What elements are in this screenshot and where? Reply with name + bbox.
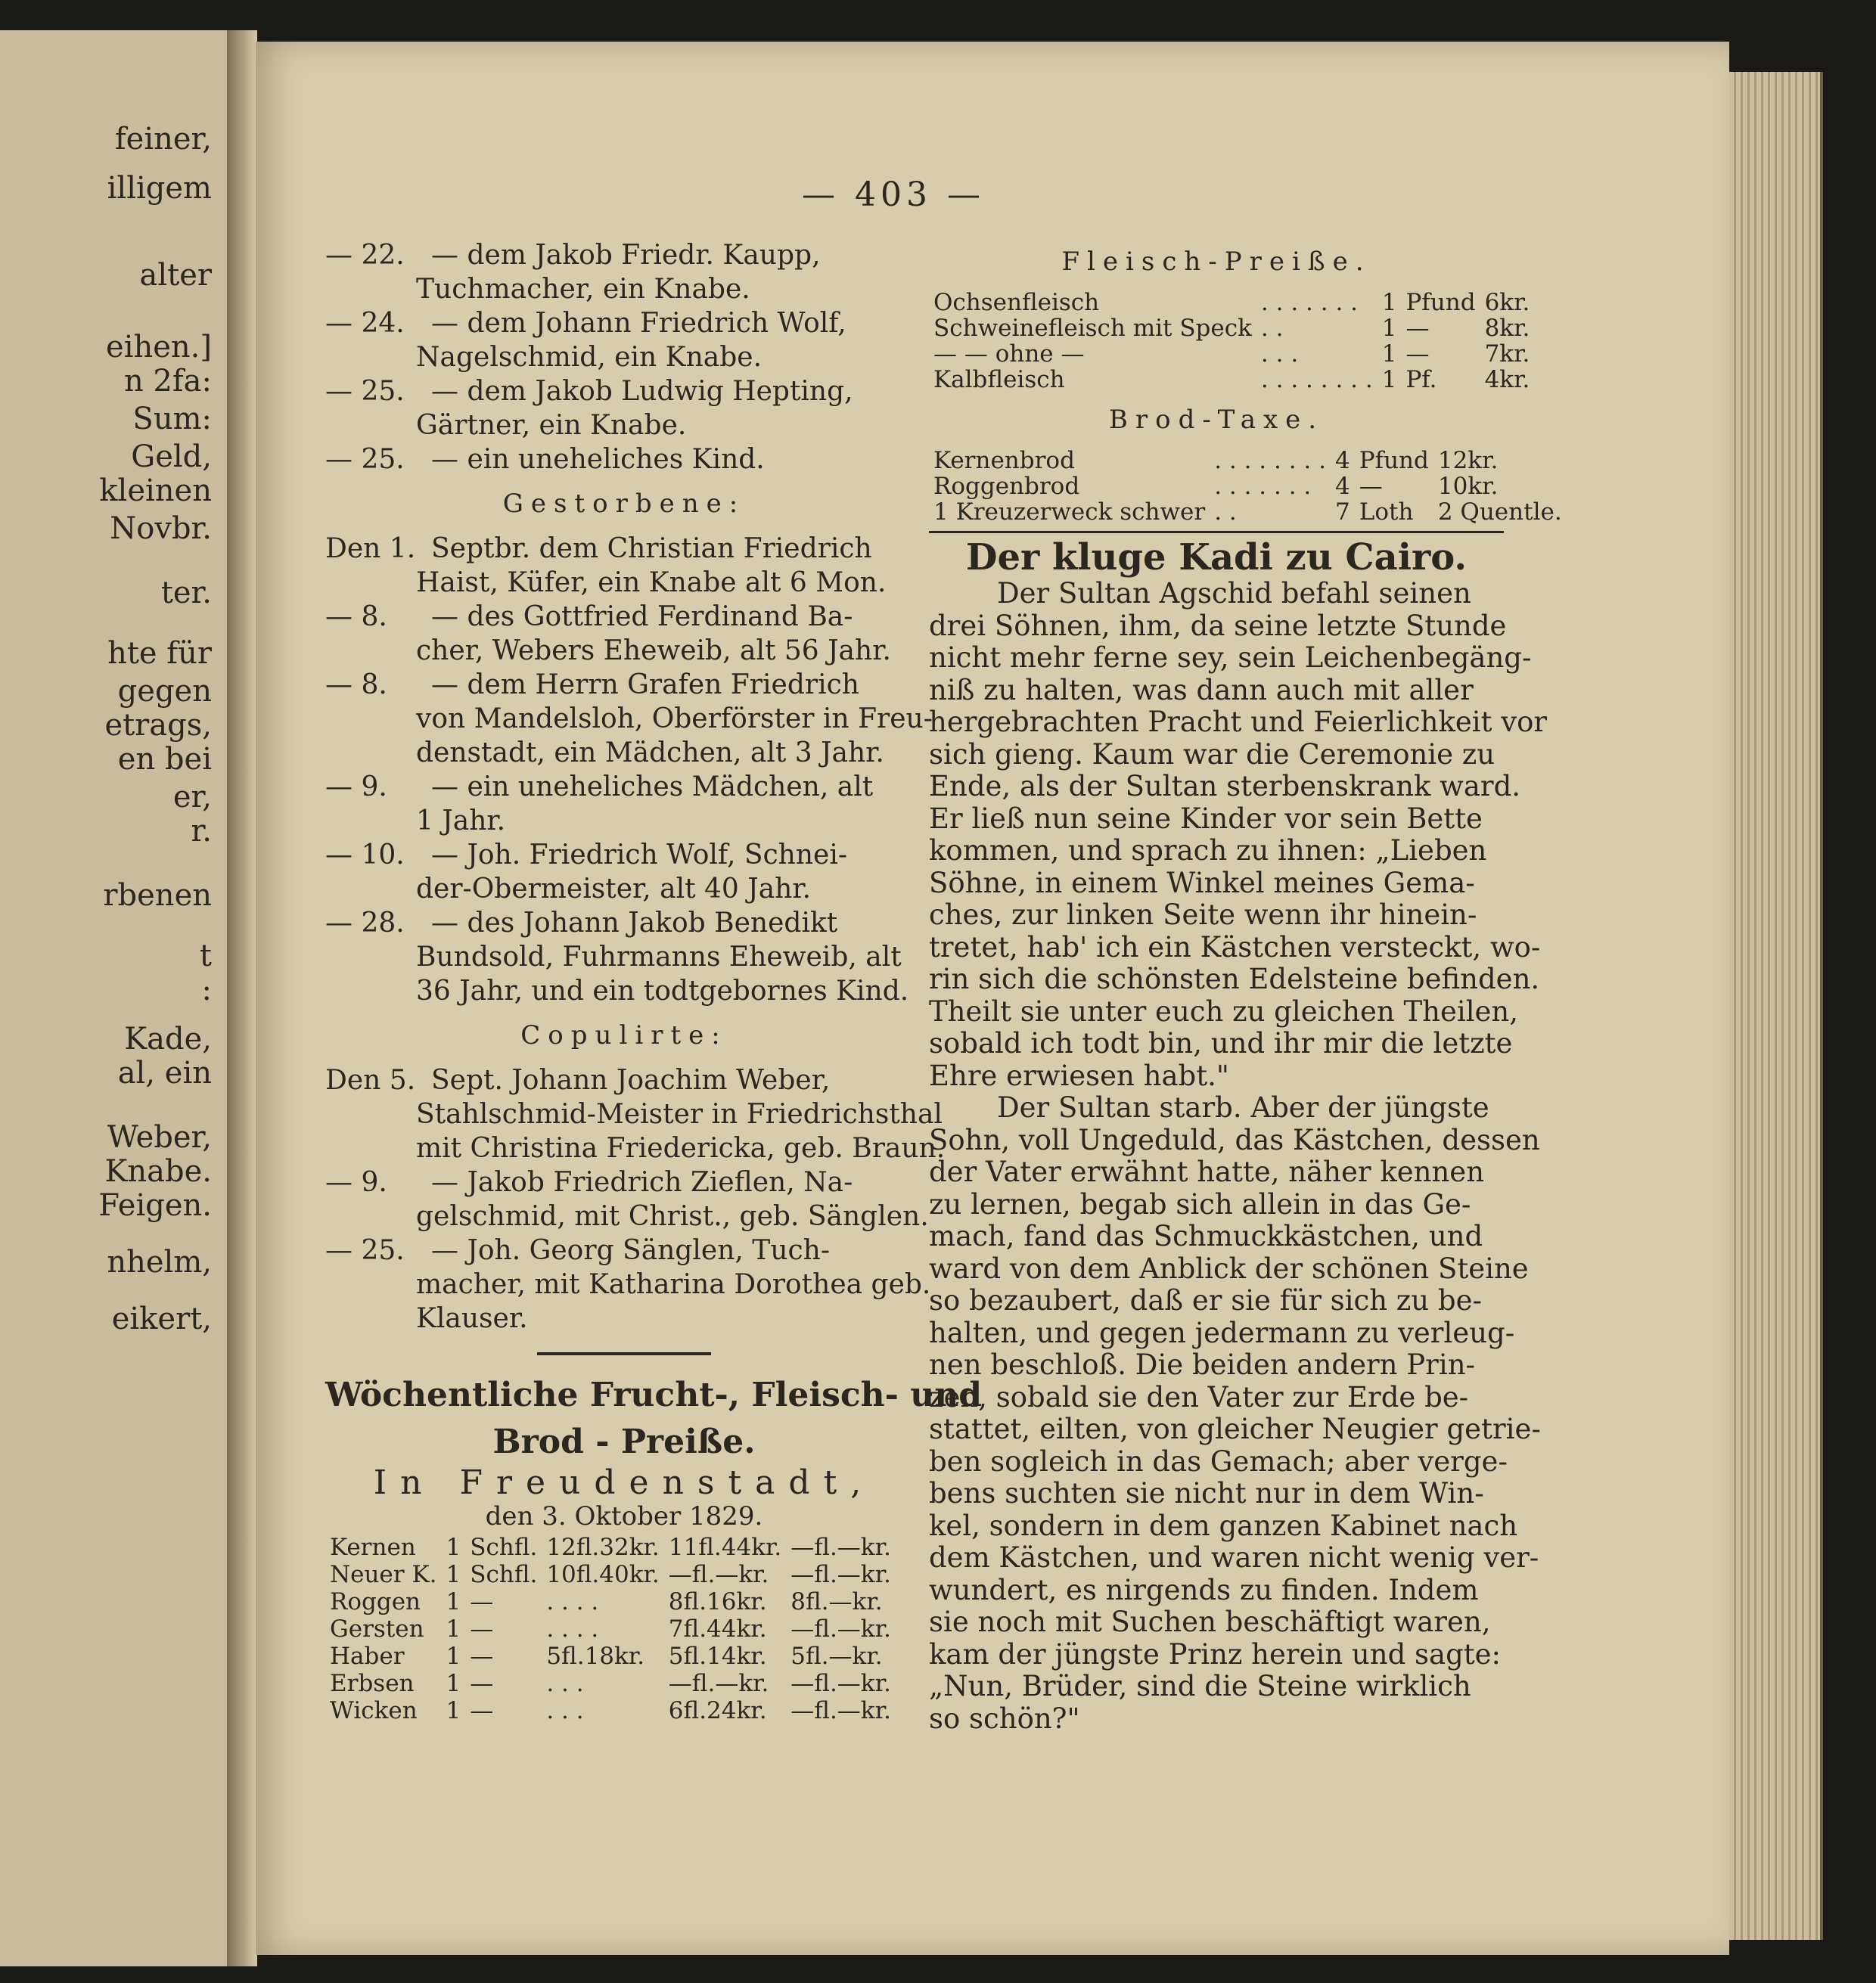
story-line: ward von dem Anblick der schönen Steine [929,1252,1529,1285]
table-cell: Ochsenfleisch [933,289,1100,316]
story-line: Der Sultan Agschid befahl seinen [997,577,1471,610]
entry-text: — Joh. Friedrich Wolf, Schnei- [431,839,848,870]
table-cell: . . . . . . . . [1214,447,1326,474]
table-cell: . . . . . . . . [1260,366,1373,393]
story-line: kam der jüngste Prinz herein und sagte: [929,1637,1501,1671]
table-cell: 1 [1381,315,1397,342]
entry-continuation: der-Obermeister, alt 40 Jahr. [416,874,812,905]
table-cell: 5fl.—kr. [790,1643,883,1670]
story-line: Er ließ nun seine Kinder vor sein Bette [929,802,1483,835]
deaths-heading: Gestorbene: [502,489,746,519]
table-cell: 4 [1335,447,1350,474]
entry-text: — dem Jakob Ludwig Hepting, [431,376,853,407]
story-line: drei Söhnen, ihm, da seine letzte Stunde [929,609,1507,642]
story-line: dem Kästchen, und waren nicht wenig ver- [929,1541,1539,1574]
table-row [929,341,1534,367]
deaths-entry [325,532,923,566]
deaths-entry [325,668,923,702]
entry-key: — 10. [325,839,405,870]
entry-continuation: 36 Jahr, und ein todtgebornes Kind. [416,976,909,1007]
table-row [325,1561,896,1588]
left-page-fragment: en bei [117,742,212,777]
table-cell: Schfl. [470,1534,538,1561]
table-cell: 1 [446,1588,461,1615]
table-cell: 2 Quentle. [1437,498,1562,526]
table-cell: — [470,1670,494,1697]
left-page-fragment: Feigen. [98,1188,212,1223]
story-line: sobald ich todt bin, und ihr mir die letzte [929,1027,1513,1060]
table-cell: 8fl.16kr. [668,1588,767,1615]
table-cell: — [470,1697,494,1724]
entry-text: — dem Herrn Grafen Friedrich [431,669,859,700]
deaths-entry [325,770,923,804]
table-cell: 1 [1381,340,1397,368]
left-page-fragment: feiner, [114,122,212,157]
table-cell: Pfund [1359,447,1429,474]
entry-text: — des Johann Jakob Benedikt [431,908,838,939]
table-cell: —fl.—kr. [790,1561,891,1588]
story-line: Ende, als der Sultan sterbenskrank ward. [929,770,1521,802]
table-cell: Roggen [330,1588,421,1615]
left-page-fragment: Novbr. [110,511,212,546]
table-cell: . . [1214,498,1237,526]
story-line: halten, und gegen jedermann zu verleug- [929,1316,1515,1349]
grain-price-table [325,1534,896,1724]
entry-text: — dem Jakob Friedr. Kaupp, [431,240,821,271]
table-cell: —fl.—kr. [790,1670,891,1697]
entry-key: — 22. [325,240,405,271]
story-line: sich gieng. Kaum war die Ceremonie zu [929,737,1496,771]
table-cell: 1 [446,1561,461,1588]
story-line: bens suchten sie nicht nur in dem Win- [929,1477,1484,1510]
meat-price-table [929,290,1534,393]
entry-key: — 8. [325,601,387,632]
birth-entry [325,238,923,272]
table-row [325,1697,896,1724]
entry-continuation: Gärtner, ein Knabe. [416,410,687,441]
entry-key: — 25. [325,376,405,407]
table-row [929,315,1534,341]
table-cell: Pfund [1405,289,1476,316]
table-cell: . . [1260,315,1284,342]
left-page-fragment: Knabe. [104,1154,212,1189]
table-cell: 6fl.24kr. [668,1697,767,1724]
page-number: — 403 — [802,175,985,214]
price-place: In Freudenstadt, [373,1463,875,1502]
bread-tax-heading: Brod-Taxe. [1108,405,1325,435]
deaths-list [325,532,933,1008]
table-cell: Erbsen [330,1670,415,1697]
entry-key: — 9. [325,771,387,802]
entry-continuation: Haist, Küfer, ein Knabe alt 6 Mon. [416,567,887,598]
story-line: niß zu halten, was dann auch mit aller [929,673,1474,706]
table-cell: 8kr. [1484,315,1530,342]
table-cell: . . . [546,1670,584,1697]
entry-text: Septbr. dem Christian Friedrich [431,533,872,564]
entry-text: — des Gottfried Ferdinand Ba- [431,601,853,632]
entry-key: — 28. [325,908,405,939]
table-cell: — [1405,340,1430,368]
table-cell: 8fl.—kr. [790,1588,883,1615]
marriages-heading: Copulirte: [520,1020,728,1050]
entry-continuation: macher, mit Katharina Dorothea geb. [416,1269,931,1300]
entry-text: — Joh. Georg Sänglen, Tuch- [431,1235,831,1266]
left-column [325,238,982,1724]
entry-continuation: Stahlschmid-Meister in Friedrichsthal [416,1099,943,1130]
story-line: so schön?" [929,1702,1080,1735]
table-cell: Wicken [330,1697,418,1724]
entry-text: — Jakob Friedrich Zieflen, Na- [431,1167,853,1198]
entry-continuation: cher, Webers Eheweib, alt 56 Jahr. [416,635,891,666]
left-page-fragment: alter [139,258,212,293]
deaths-entry [325,906,923,940]
entry-key: — 25. [325,444,405,475]
births-list [325,238,923,476]
table-cell: 7 [1335,498,1350,526]
left-page-fragment: r. [191,814,212,849]
entry-key: — 24. [325,308,405,339]
entry-continuation: Klauser. [416,1303,528,1334]
table-row [929,473,1567,499]
table-cell: — [470,1588,494,1615]
table-cell: 7kr. [1484,340,1530,368]
story-line: rin sich die schönsten Edelsteine befinden. [929,963,1540,995]
prices-title-line1: Wöchentliche Frucht-, Fleisch- und [325,1376,982,1414]
table-cell: Neuer K. [330,1561,437,1588]
marriages-list [325,1063,946,1336]
table-row [325,1615,896,1643]
table-cell: 12fl.32kr. [546,1534,660,1561]
entry-key: Den 5. [325,1065,416,1096]
meat-prices-heading: Fleisch-Preiße. [1061,247,1371,277]
story-line: Der Sultan starb. Aber der jüngste [997,1091,1489,1124]
entry-key: — 8. [325,669,387,700]
left-page-fragment: rbenen [103,878,212,913]
story-paragraph-2 [929,1091,1541,1735]
entry-continuation: denstadt, ein Mädchen, alt 3 Jahr. [416,737,884,768]
table-cell: 6kr. [1484,289,1530,316]
story-line: kommen, und sprach zu ihnen: „Lieben [929,834,1487,867]
left-page-fragment: er, [172,780,212,815]
entry-text: Sept. Johann Joachim Weber, [431,1065,831,1096]
table-cell: Schfl. [470,1561,538,1588]
table-cell: Loth [1359,498,1414,526]
table-cell: 12kr. [1437,447,1499,474]
table-cell: — [470,1643,494,1670]
table-cell: 1 Kreuzerweck schwer [933,498,1206,526]
story-line: Ehre erwiesen habt." [929,1059,1229,1092]
table-cell: Schweinefleisch mit Speck [933,315,1252,342]
story-line: Sohn, voll Ungeduld, das Kästchen, dessen [929,1123,1540,1156]
story-line: kel, sondern in dem ganzen Kabinet nach [929,1509,1518,1542]
birth-entry [325,306,923,340]
table-cell: . . . . . . . [1260,289,1359,316]
table-cell: Kernen [330,1534,416,1561]
table-cell: — [1405,315,1430,342]
table-cell: . . . . . . . [1214,473,1312,500]
left-page-fragment: eikert, [111,1302,212,1336]
story-line: zu lernen, begab sich allein in das Ge- [929,1187,1471,1221]
table-row [325,1643,896,1670]
story-line: zen, sobald sie den Vater zur Erde be- [929,1380,1469,1414]
entry-continuation: Nagelschmid, ein Knabe. [416,342,763,373]
table-cell: Kernenbrod [933,447,1075,474]
table-cell: —fl.—kr. [790,1615,891,1643]
prices-title-line2: Brod - Preiße. [492,1423,756,1461]
marriages-entry [325,1063,923,1097]
table-cell: Gersten [330,1615,424,1643]
table-cell: — [470,1615,494,1643]
entry-text: — dem Johann Friedrich Wolf, [431,308,846,339]
entry-continuation: 1 Jahr. [416,805,506,836]
left-page-fragment: Weber, [107,1120,212,1155]
entry-key: — 9. [325,1167,387,1198]
story-line: tretet, hab' ich ein Kästchen versteckt, wo- [929,930,1541,964]
table-cell: 4kr. [1484,366,1530,393]
table-cell: . . . [546,1697,584,1724]
story-line: ches, zur linken Seite wenn ihr hinein- [929,898,1477,931]
marriages-entry [325,1234,923,1268]
left-page-fragment: Geld, [131,439,212,474]
table-row [929,499,1567,525]
entry-continuation: von Mandelsloh, Oberförster in Freu- [416,703,933,734]
left-page-fragment: illigem [107,171,212,206]
table-cell: 7fl.44kr. [668,1615,767,1643]
left-page-fragment: Kade, [124,1022,212,1057]
table-cell: 1 [446,1697,461,1724]
story-title: Der kluge Kadi zu Cairo. [965,536,1468,579]
story-line: nicht mehr ferne sey, sein Leichenbegäng- [929,641,1532,674]
table-cell: — [1359,473,1383,500]
table-cell: 1 [446,1643,461,1670]
table-cell: 11fl.44kr. [668,1534,782,1561]
table-cell: 1 [1381,289,1397,316]
table-cell: Kalbfleisch [933,366,1065,393]
table-cell: 4 [1335,473,1350,500]
table-cell: Haber [330,1643,405,1670]
left-page-fragment: hte für [107,636,212,671]
table-row [325,1670,896,1697]
story-line: wundert, es nirgends zu finden. Indem [929,1573,1479,1606]
left-page-fragment: n 2fa: [123,364,212,399]
story-line: ben sogleich in das Gemach; aber verge- [929,1445,1508,1478]
story-line: Söhne, in einem Winkel meines Gema- [929,866,1475,899]
birth-entry [325,442,923,476]
table-cell: — — ohne — [933,340,1085,368]
entry-continuation: Bundsold, Fuhrmanns Eheweib, alt [416,942,902,973]
left-page-fragment: t [199,939,212,973]
bread-price-table [929,448,1567,525]
story-line: Theilt sie unter euch zu gleichen Theilen, [929,995,1519,1028]
table-cell: —fl.—kr. [668,1670,769,1697]
table-row [929,367,1534,393]
table-cell: 1 [446,1534,461,1561]
entry-continuation: Tuchmacher, ein Knabe. [416,274,750,305]
right-column [929,234,1562,1735]
table-cell: —fl.—kr. [790,1697,891,1724]
entry-key: — 25. [325,1235,405,1266]
entry-key: Den 1. [325,533,416,564]
left-page-fragment: kleinen [99,473,212,508]
marriages-entry [325,1165,923,1199]
table-cell: . . . [1260,340,1299,368]
entry-text: — ein uneheliches Mädchen, alt [431,771,874,802]
story-divider [929,531,1504,533]
entry-text: — ein uneheliches Kind. [431,444,765,475]
story-line: der Vater erwähnt hatte, näher kennen [929,1156,1485,1188]
table-row [929,290,1534,315]
table-row [325,1588,896,1615]
story-line: sie noch mit Suchen beschäftigt waren, [929,1606,1491,1638]
table-cell: 1 [1381,366,1397,393]
table-cell: 10fl.40kr. [546,1561,660,1588]
table-cell: Pf. [1405,366,1437,393]
deaths-entry [325,600,923,634]
left-page-fragment: eihen.] [106,330,212,365]
table-cell: 10kr. [1437,473,1499,500]
table-cell: —fl.—kr. [790,1534,891,1561]
left-page-fragment: Sum: [132,402,212,436]
story-line: stattet, eilten, von gleicher Neugier getrie- [929,1413,1541,1445]
story-line: so bezaubert, daß er sie für sich zu be- [929,1284,1482,1317]
table-row [325,1534,896,1561]
left-page-fragment: etrags, [104,708,212,743]
table-cell: 5fl.18kr. [546,1643,645,1670]
section-divider [537,1352,711,1355]
left-page-fragment: gegen [117,674,212,709]
deaths-entry [325,838,923,872]
table-cell: . . . . [546,1588,599,1615]
story-paragraph-1 [929,577,1548,1092]
left-page [0,30,244,1966]
price-date: den 3. Oktober 1829. [485,1501,763,1531]
story-line: nen beschloß. Die beiden andern Prin- [929,1348,1476,1381]
story-line: mach, fand das Schmuckkästchen, und [929,1220,1483,1252]
birth-entry [325,374,923,408]
table-cell: —fl.—kr. [668,1561,769,1588]
entry-continuation: gelschmid, mit Christ., geb. Sänglen. [416,1201,929,1232]
table-cell: . . . . [546,1615,599,1643]
story-line: „Nun, Brüder, sind die Steine wirklich [929,1670,1471,1702]
book-gutter [227,30,257,1966]
left-page-fragment: nhelm, [107,1245,212,1280]
entry-continuation: mit Christina Friedericka, geb. Braun. [416,1133,946,1164]
left-page-fragment: : [201,973,212,1007]
table-cell: 5fl.14kr. [668,1643,767,1670]
left-page-fragment: ter. [160,576,212,610]
story-line: hergebrachten Pracht und Feierlichkeit vor [929,706,1548,738]
table-cell: 1 [446,1670,461,1697]
left-page-fragment: al, ein [117,1056,212,1091]
table-cell: Roggenbrod [933,473,1080,500]
table-cell: 1 [446,1615,461,1643]
table-row [929,448,1567,473]
page-edges [1729,72,1823,1940]
